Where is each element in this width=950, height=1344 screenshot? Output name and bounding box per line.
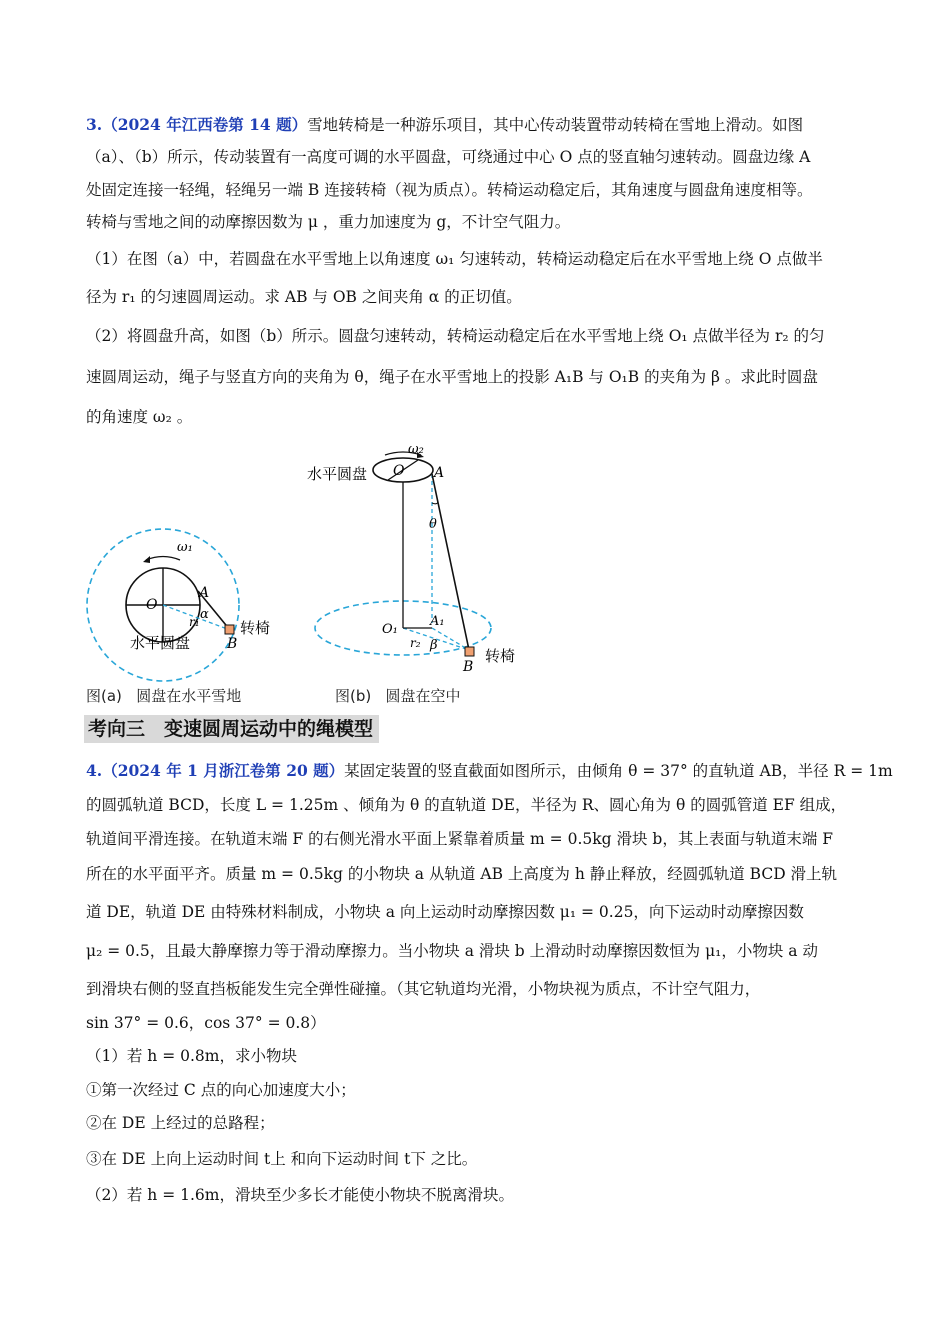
fig-a-r-label: r₁ [189, 615, 200, 629]
q4-part1-item-2: ②在 DE 上经过的总路程； [86, 1114, 275, 1132]
fig-b-beta-label: β [430, 638, 438, 653]
q4-line-8: sin 37° = 0.6，cos 37° = 0.8） [86, 1014, 326, 1032]
fig-a-caption-text: 圆盘在水平雪地 [136, 687, 242, 705]
q4-line-7: 到滑块右侧的竖直挡板能发生完全弹性碰撞。（其它轨道均光滑，小物块视为质点，不计空气阻力， [86, 980, 761, 998]
fig-b-r-label: r₂ [410, 636, 421, 650]
fig-b-disk-label: 水平圆盘 [307, 465, 368, 483]
fig-b-A1-label: A₁ [430, 614, 445, 629]
q4-line-4: 所在的水平面平齐。质量 m = 0.5kg 的小物块 a 从轨道 AB 上高度为 h 静止释放，经圆弧轨道 BCD 滑上轨 [86, 865, 838, 883]
fig-a-rotation-arrow [146, 557, 180, 561]
q3-text-1: 雪地转椅是一种游乐项目，其中心传动装置带动转椅在雪地上滑动。如图 [307, 116, 804, 134]
fig-b-chair-label: 转椅 [485, 647, 516, 665]
q4-line-5: 道 DE，轨道 DE 由特殊材料制成，小物块 a 向上运动时动摩擦因数 μ₁ = 0.25，向下运动时动摩擦因数 [86, 903, 804, 921]
q4-part1-item-3: ③在 DE 上向上运动时间 t上 和向下运动时间 t下 之比。 [86, 1150, 478, 1168]
figure-a [87, 529, 270, 681]
fig-b-caption [335, 685, 461, 706]
fig-a-chair-marker [225, 625, 234, 634]
q3-figure [0, 425, 950, 725]
fig-b-caption-id: 图(b) [335, 687, 372, 705]
q3-part2-line-1: （2）将圆盘升高，如图（b）所示。圆盘匀速转动，转椅运动稳定后在水平雪地上绕 O₁ 点做半径为 r₂ 的匀 [86, 327, 825, 345]
q3-part1-line-2: 径为 r₁ 的匀速圆周运动。求 AB 与 OB 之间夹角 α 的正切值。 [86, 288, 522, 306]
figure-b [307, 442, 515, 675]
fig-a-O-label: O [146, 597, 158, 613]
fig-b-theta-label: θ [429, 517, 437, 532]
q4-line-1 [86, 760, 893, 782]
q3-line-4: 转椅与雪地之间的动摩擦因数为 μ ，重力加速度为 g，不计空气阻力。 [86, 213, 571, 231]
fig-a-chair-label: 转椅 [240, 619, 271, 637]
q3-line-1 [86, 114, 803, 136]
q4-line-2: 的圆弧轨道 BCD，长度 L = 1.25m 、倾角为 θ 的直轨道 DE，半径为 R、圆心角为 θ 的圆弧管道 EF 组成， [86, 796, 847, 814]
fig-a-disk-label: 水平圆盘 [130, 634, 191, 652]
q3-line-3: 处固定连接一轻绳，轻绳另一端 B 连接转椅（视为质点）。转椅运动稳定后，其角速度与圆盘角速度相等。 [86, 181, 813, 199]
fig-b-theta-arc [432, 502, 438, 504]
fig-b-omega-label: ω₂ [408, 442, 424, 457]
q4-line-3: 轨道间平滑连接。在轨道末端 F 的右侧光滑水平面上紧靠着质量 m = 0.5kg 滑块 b，其上表面与轨道末端 F [86, 830, 833, 848]
q4-part1-item-1: ①第一次经过 C 点的向心加速度大小； [86, 1081, 356, 1099]
q4-part2: （2）若 h = 1.6m，滑块至少多长才能使小物块不脱离滑块。 [86, 1186, 514, 1204]
q3-part2-line-2: 速圆周运动，绳子与竖直方向的夹角为 θ，绳子在水平雪地上的投影 A₁B 与 O₁B 的夹角为 β 。求此时圆盘 [86, 368, 818, 386]
fig-b-caption-text: 圆盘在空中 [385, 687, 461, 705]
q3-line-2: （a）、（b）所示，传动装置有一高度可调的水平圆盘，可绕通过中心 O 点的竖直轴匀速转动。圆盘边缘 A [86, 148, 811, 166]
section-heading: 考向三 变速圆周运动中的绳模型 [84, 715, 379, 743]
fig-b-B-label: B [463, 659, 474, 675]
fig-b-A-label: A [434, 465, 445, 481]
q4-source: （2024 年 1 月浙江卷第 20 题） [102, 761, 345, 780]
fig-b-O1-label: O₁ [382, 622, 398, 637]
fig-b-chair-marker [465, 647, 474, 656]
fig-a-omega-label: ω₁ [177, 540, 193, 555]
fig-a-A-label: A [199, 585, 210, 601]
fig-a-arrow-head [143, 556, 150, 563]
q4-text-1: 某固定装置的竖直截面如图所示，由倾角 θ = 37° 的直轨道 AB，半径 R = 1m [344, 762, 893, 780]
q3-source: （2024 年江西卷第 14 题） [102, 115, 308, 134]
q4-number: 4. [86, 761, 103, 780]
fig-a-alpha-label: α [200, 607, 209, 622]
q4-part1-intro: （1）若 h = 0.8m，求小物块 [86, 1047, 297, 1065]
fig-a-caption [86, 685, 241, 706]
q3-part1-line-1: （1）在图（a）中，若圆盘在水平雪地上以角速度 ω₁ 匀速转动，转椅运动稳定后在水平雪地上绕 O 点做半 [86, 250, 823, 268]
fig-b-O-label: O [393, 463, 405, 479]
fig-a-caption-id: 图(a) [86, 687, 122, 705]
q3-part2-line-3: 的角速度 ω₂ 。 [86, 408, 193, 426]
q4-line-6: μ₂ = 0.5，且最大静摩擦力等于滑动摩擦力。当小物块 a 滑块 b 上滑动时动摩擦因数恒为 μ₁，小物块 a 动 [86, 942, 818, 960]
q3-number: 3. [86, 115, 103, 134]
fig-a-B-label: B [227, 636, 238, 652]
